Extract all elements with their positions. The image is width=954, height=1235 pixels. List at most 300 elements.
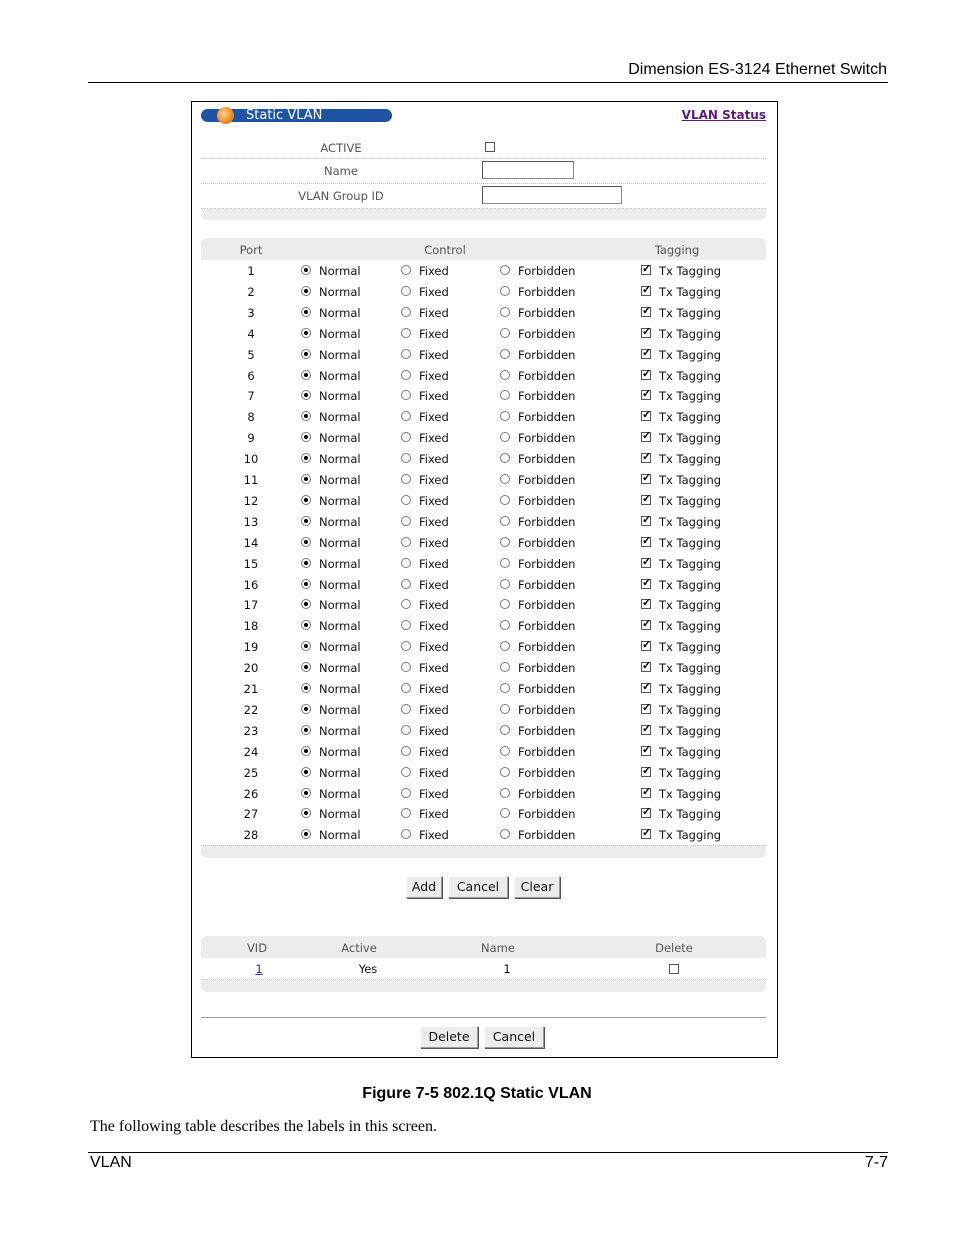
- fixed-label: Fixed: [419, 389, 449, 404]
- fixed-radio[interactable]: [401, 390, 411, 400]
- fixed-label: Fixed: [419, 786, 449, 801]
- port-row: [201, 448, 766, 470]
- bottom-cancel-button[interactable]: Cancel: [484, 1026, 544, 1048]
- tx-tagging-checkbox[interactable]: [641, 620, 651, 630]
- tx-tagging-label: Tx Tagging: [659, 598, 722, 613]
- normal-label: Normal: [319, 807, 361, 822]
- port-row: [201, 427, 766, 449]
- normal-radio[interactable]: [301, 453, 311, 463]
- tx-tagging-label: Tx Tagging: [659, 661, 722, 676]
- forbidden-radio[interactable]: [500, 286, 510, 296]
- fixed-radio[interactable]: [401, 662, 411, 672]
- forbidden-radio[interactable]: [500, 349, 510, 359]
- name-row: [201, 159, 766, 184]
- fixed-label: Fixed: [419, 807, 449, 822]
- normal-label: Normal: [319, 452, 361, 467]
- forbidden-label: Forbidden: [518, 765, 576, 780]
- port-number: 18: [243, 619, 259, 634]
- active-checkbox[interactable]: [485, 142, 495, 152]
- fixed-label: Fixed: [419, 368, 449, 383]
- fixed-radio[interactable]: [401, 725, 411, 735]
- fixed-radio[interactable]: [401, 495, 411, 505]
- tx-tagging-checkbox[interactable]: [641, 788, 651, 798]
- delete-header: Delete: [655, 941, 693, 955]
- port-row: [201, 281, 766, 303]
- tx-tagging-label: Tx Tagging: [659, 807, 722, 822]
- port-row: [201, 365, 766, 387]
- normal-radio[interactable]: [301, 662, 311, 672]
- fixed-radio[interactable]: [401, 453, 411, 463]
- forbidden-label: Forbidden: [518, 514, 576, 529]
- normal-radio[interactable]: [301, 725, 311, 735]
- tx-tagging-checkbox[interactable]: [641, 265, 651, 275]
- port-row: [201, 574, 766, 596]
- normal-radio[interactable]: [301, 286, 311, 296]
- fixed-label: Fixed: [419, 305, 449, 320]
- normal-label: Normal: [319, 535, 361, 550]
- forbidden-label: Forbidden: [518, 535, 576, 550]
- port-number: 6: [247, 368, 255, 383]
- tx-tagging-checkbox[interactable]: [641, 370, 651, 380]
- fixed-radio[interactable]: [401, 579, 411, 589]
- panel-title-bar: [201, 109, 392, 122]
- tx-tagging-label: Tx Tagging: [659, 368, 722, 383]
- tx-tagging-checkbox[interactable]: [641, 495, 651, 505]
- screenshot-frame: [191, 101, 778, 1058]
- forbidden-radio[interactable]: [500, 453, 510, 463]
- fixed-label: Fixed: [419, 577, 449, 592]
- normal-label: Normal: [319, 723, 361, 738]
- tx-tagging-checkbox[interactable]: [641, 662, 651, 672]
- normal-label: Normal: [319, 473, 361, 487]
- forbidden-label: Forbidden: [518, 389, 576, 404]
- normal-radio[interactable]: [301, 599, 311, 609]
- tx-tagging-label: Tx Tagging: [659, 473, 722, 487]
- normal-radio[interactable]: [301, 390, 311, 400]
- normal-label: Normal: [319, 598, 361, 613]
- tx-tagging-checkbox[interactable]: [641, 474, 651, 484]
- port-number: 25: [243, 765, 259, 780]
- forbidden-radio[interactable]: [500, 558, 510, 568]
- forbidden-label: Forbidden: [518, 305, 576, 320]
- fixed-radio[interactable]: [401, 767, 411, 777]
- fixed-label: Fixed: [419, 744, 449, 759]
- port-number: 21: [243, 682, 259, 696]
- tx-tagging-checkbox[interactable]: [641, 537, 651, 547]
- tx-tagging-label: Tx Tagging: [659, 305, 722, 320]
- fixed-label: Fixed: [419, 619, 449, 634]
- forbidden-radio[interactable]: [500, 579, 510, 589]
- tx-tagging-label: Tx Tagging: [659, 535, 722, 550]
- tagging-header: Tagging: [654, 243, 700, 257]
- forbidden-label: Forbidden: [518, 828, 576, 843]
- tx-tagging-label: Tx Tagging: [659, 347, 722, 362]
- port-number: 17: [243, 598, 259, 613]
- tx-tagging-label: Tx Tagging: [659, 723, 722, 738]
- tx-tagging-label: Tx Tagging: [659, 410, 722, 425]
- forbidden-label: Forbidden: [518, 786, 576, 801]
- fixed-radio[interactable]: [401, 829, 411, 839]
- port-row: [201, 553, 766, 575]
- normal-label: Normal: [319, 744, 361, 759]
- clear-button[interactable]: Clear: [514, 876, 560, 898]
- normal-label: Normal: [319, 765, 361, 780]
- normal-label: Normal: [319, 493, 361, 508]
- normal-label: Normal: [319, 326, 361, 341]
- tx-tagging-label: Tx Tagging: [659, 326, 722, 341]
- forbidden-radio[interactable]: [500, 516, 510, 526]
- normal-radio[interactable]: [301, 767, 311, 777]
- normal-radio[interactable]: [301, 620, 311, 630]
- port-row: [201, 636, 766, 658]
- group-id-row: [201, 184, 766, 209]
- port-number: 9: [247, 431, 255, 446]
- active-header: Active: [341, 941, 377, 955]
- normal-label: Normal: [319, 514, 361, 529]
- vid-header: VID: [246, 941, 268, 955]
- forbidden-radio[interactable]: [500, 474, 510, 484]
- fixed-label: Fixed: [419, 640, 449, 655]
- normal-label: Normal: [319, 347, 361, 362]
- fixed-radio[interactable]: [401, 683, 411, 693]
- forbidden-radio[interactable]: [500, 370, 510, 380]
- fixed-label: Fixed: [419, 473, 449, 487]
- fixed-radio[interactable]: [401, 599, 411, 609]
- fixed-label: Fixed: [419, 682, 449, 696]
- normal-radio[interactable]: [301, 829, 311, 839]
- forbidden-label: Forbidden: [518, 431, 576, 446]
- port-number: 27: [243, 807, 259, 822]
- port-row: [201, 323, 766, 345]
- normal-label: Normal: [319, 368, 361, 383]
- tx-tagging-checkbox[interactable]: [641, 558, 651, 568]
- forbidden-label: Forbidden: [518, 556, 576, 571]
- port-row: [201, 657, 766, 679]
- port-row: [201, 260, 766, 282]
- tx-tagging-checkbox[interactable]: [641, 349, 651, 359]
- fixed-radio[interactable]: [401, 474, 411, 484]
- fixed-radio[interactable]: [401, 808, 411, 818]
- normal-label: Normal: [319, 410, 361, 425]
- fixed-label: Fixed: [419, 326, 449, 341]
- tx-tagging-label: Tx Tagging: [659, 765, 722, 780]
- tx-tagging-checkbox[interactable]: [641, 516, 651, 526]
- delete-checkbox[interactable]: [669, 964, 679, 974]
- normal-label: Normal: [319, 577, 361, 592]
- tx-tagging-checkbox[interactable]: [641, 307, 651, 317]
- forbidden-radio[interactable]: [500, 390, 510, 400]
- fixed-radio[interactable]: [401, 516, 411, 526]
- cancel-button[interactable]: Cancel: [448, 876, 508, 898]
- forbidden-radio[interactable]: [500, 704, 510, 714]
- fixed-label: Fixed: [419, 264, 449, 278]
- fixed-radio[interactable]: [401, 307, 411, 317]
- tx-tagging-checkbox[interactable]: [641, 683, 651, 693]
- forbidden-label: Forbidden: [518, 284, 576, 299]
- port-number: 3: [247, 305, 255, 320]
- port-number: 2: [247, 284, 255, 299]
- forbidden-radio[interactable]: [500, 599, 510, 609]
- forbidden-label: Forbidden: [518, 807, 576, 822]
- normal-label: Normal: [319, 640, 361, 655]
- forbidden-radio[interactable]: [500, 328, 510, 338]
- fixed-radio[interactable]: [401, 788, 411, 798]
- name-header: Name: [481, 941, 515, 955]
- normal-radio[interactable]: [301, 516, 311, 526]
- forbidden-radio[interactable]: [500, 641, 510, 651]
- normal-label: Normal: [319, 786, 361, 801]
- fixed-label: Fixed: [419, 661, 449, 676]
- port-number: 5: [247, 347, 255, 362]
- tx-tagging-label: Tx Tagging: [659, 493, 722, 508]
- vlan-active-value: Yes: [358, 962, 378, 976]
- tx-tagging-checkbox[interactable]: [641, 808, 651, 818]
- fixed-radio[interactable]: [401, 620, 411, 630]
- forbidden-label: Forbidden: [518, 577, 576, 592]
- forbidden-label: Forbidden: [518, 473, 576, 487]
- port-row: [201, 803, 766, 825]
- fixed-radio[interactable]: [401, 411, 411, 421]
- port-number: 16: [243, 577, 259, 592]
- port-number: 15: [243, 556, 259, 571]
- body-paragraph: The following table describes the labels in this screen.: [90, 1118, 438, 1135]
- normal-label: Normal: [319, 619, 361, 634]
- page-header-title: Dimension ES-3124 Ethernet Switch: [628, 61, 887, 78]
- forbidden-label: Forbidden: [518, 493, 576, 508]
- normal-label: Normal: [319, 682, 361, 696]
- normal-radio[interactable]: [301, 704, 311, 714]
- port-row: [201, 720, 766, 742]
- tx-tagging-label: Tx Tagging: [659, 431, 722, 446]
- fixed-radio[interactable]: [401, 265, 411, 275]
- tx-tagging-label: Tx Tagging: [659, 702, 722, 717]
- forbidden-radio[interactable]: [500, 767, 510, 777]
- forbidden-label: Forbidden: [518, 410, 576, 425]
- tx-tagging-label: Tx Tagging: [659, 786, 722, 801]
- forbidden-label: Forbidden: [518, 619, 576, 634]
- normal-radio[interactable]: [301, 746, 311, 756]
- port-number: 4: [247, 326, 255, 341]
- port-row: [201, 741, 766, 763]
- port-number: 26: [243, 786, 259, 801]
- tx-tagging-checkbox[interactable]: [641, 725, 651, 735]
- tx-tagging-label: Tx Tagging: [659, 284, 722, 299]
- forbidden-radio[interactable]: [500, 620, 510, 630]
- tx-tagging-checkbox[interactable]: [641, 829, 651, 839]
- tx-tagging-label: Tx Tagging: [659, 556, 722, 571]
- forbidden-label: Forbidden: [518, 264, 576, 278]
- normal-radio[interactable]: [301, 411, 311, 421]
- fixed-label: Fixed: [419, 598, 449, 613]
- vid-link[interactable]: 1: [255, 962, 263, 976]
- port-number: 1: [247, 264, 255, 278]
- port-row: [201, 490, 766, 512]
- tx-tagging-checkbox[interactable]: [641, 286, 651, 296]
- name-label: Name: [324, 164, 358, 178]
- port-row: [201, 469, 766, 491]
- fixed-radio[interactable]: [401, 432, 411, 442]
- fixed-label: Fixed: [419, 765, 449, 780]
- normal-label: Normal: [319, 661, 361, 676]
- group-id-label: VLAN Group ID: [298, 189, 384, 203]
- forbidden-radio[interactable]: [500, 265, 510, 275]
- fixed-label: Fixed: [419, 452, 449, 467]
- normal-label: Normal: [319, 284, 361, 299]
- fixed-label: Fixed: [419, 284, 449, 299]
- normal-radio[interactable]: [301, 683, 311, 693]
- normal-radio[interactable]: [301, 349, 311, 359]
- delete-button[interactable]: Delete: [420, 1026, 478, 1048]
- port-row: [201, 385, 766, 407]
- normal-radio[interactable]: [301, 307, 311, 317]
- control-header: Control: [424, 243, 466, 257]
- forbidden-label: Forbidden: [518, 723, 576, 738]
- normal-label: Normal: [319, 305, 361, 320]
- normal-radio[interactable]: [301, 788, 311, 798]
- vlan-name-value: 1: [503, 962, 511, 976]
- normal-radio[interactable]: [301, 432, 311, 442]
- normal-label: Normal: [319, 828, 361, 843]
- fixed-label: Fixed: [419, 556, 449, 571]
- port-row: [201, 532, 766, 554]
- tx-tagging-label: Tx Tagging: [659, 744, 722, 759]
- normal-label: Normal: [319, 264, 361, 278]
- forbidden-label: Forbidden: [518, 347, 576, 362]
- normal-radio[interactable]: [301, 579, 311, 589]
- tx-tagging-label: Tx Tagging: [659, 640, 722, 655]
- port-number: 19: [243, 640, 259, 655]
- normal-label: Normal: [319, 556, 361, 571]
- fixed-label: Fixed: [419, 702, 449, 717]
- normal-radio[interactable]: [301, 328, 311, 338]
- fixed-label: Fixed: [419, 723, 449, 738]
- forbidden-label: Forbidden: [518, 598, 576, 613]
- tx-tagging-label: Tx Tagging: [659, 452, 722, 467]
- fixed-label: Fixed: [419, 828, 449, 843]
- header-rule: [88, 82, 888, 83]
- forbidden-label: Forbidden: [518, 702, 576, 717]
- port-row: [201, 783, 766, 805]
- forbidden-radio[interactable]: [500, 432, 510, 442]
- port-number: 14: [243, 535, 259, 550]
- tx-tagging-checkbox[interactable]: [641, 328, 651, 338]
- footer-rule: [88, 1152, 888, 1153]
- forbidden-radio[interactable]: [500, 746, 510, 756]
- normal-radio[interactable]: [301, 370, 311, 380]
- port-row: [201, 302, 766, 324]
- normal-label: Normal: [319, 389, 361, 404]
- tx-tagging-checkbox[interactable]: [641, 411, 651, 421]
- fixed-radio[interactable]: [401, 328, 411, 338]
- forbidden-label: Forbidden: [518, 682, 576, 696]
- forbidden-radio[interactable]: [500, 683, 510, 693]
- forbidden-radio[interactable]: [500, 829, 510, 839]
- tx-tagging-checkbox[interactable]: [641, 390, 651, 400]
- footer-section: VLAN: [90, 1154, 132, 1171]
- active-row: [201, 136, 766, 159]
- normal-radio[interactable]: [301, 641, 311, 651]
- normal-radio[interactable]: [301, 537, 311, 547]
- tx-tagging-label: Tx Tagging: [659, 828, 722, 843]
- tx-tagging-checkbox[interactable]: [641, 599, 651, 609]
- tx-tagging-checkbox[interactable]: [641, 704, 651, 714]
- forbidden-label: Forbidden: [518, 368, 576, 383]
- normal-radio[interactable]: [301, 558, 311, 568]
- port-row: [201, 406, 766, 428]
- forbidden-radio[interactable]: [500, 537, 510, 547]
- footer-page-number: 7-7: [864, 1154, 888, 1171]
- tx-tagging-checkbox[interactable]: [641, 432, 651, 442]
- forbidden-radio[interactable]: [500, 808, 510, 818]
- fixed-radio[interactable]: [401, 370, 411, 380]
- fixed-radio[interactable]: [401, 746, 411, 756]
- port-number: 11: [243, 473, 259, 487]
- vlan-status-link[interactable]: VLAN Status: [681, 108, 766, 122]
- fixed-label: Fixed: [419, 493, 449, 508]
- add-button[interactable]: Add: [406, 876, 442, 898]
- normal-radio[interactable]: [301, 808, 311, 818]
- fixed-label: Fixed: [419, 347, 449, 362]
- forbidden-label: Forbidden: [518, 452, 576, 467]
- fixed-radio[interactable]: [401, 704, 411, 714]
- forbidden-radio[interactable]: [500, 307, 510, 317]
- forbidden-radio[interactable]: [500, 495, 510, 505]
- fixed-radio[interactable]: [401, 286, 411, 296]
- fixed-radio[interactable]: [401, 558, 411, 568]
- tx-tagging-checkbox[interactable]: [641, 579, 651, 589]
- port-number: 13: [243, 514, 259, 529]
- panel-title: Static VLAN: [246, 108, 323, 123]
- fixed-radio[interactable]: [401, 349, 411, 359]
- tx-tagging-checkbox[interactable]: [641, 453, 651, 463]
- forbidden-radio[interactable]: [500, 411, 510, 421]
- port-row: [201, 762, 766, 784]
- forbidden-radio[interactable]: [500, 788, 510, 798]
- port-number: 20: [243, 661, 259, 676]
- normal-radio[interactable]: [301, 265, 311, 275]
- port-row: [201, 615, 766, 637]
- forbidden-radio[interactable]: [500, 725, 510, 735]
- fixed-label: Fixed: [419, 410, 449, 425]
- tx-tagging-label: Tx Tagging: [659, 264, 722, 278]
- tx-tagging-label: Tx Tagging: [659, 619, 722, 634]
- tx-tagging-checkbox[interactable]: [641, 746, 651, 756]
- tx-tagging-checkbox[interactable]: [641, 641, 651, 651]
- port-number: 23: [243, 723, 259, 738]
- tx-tagging-checkbox[interactable]: [641, 767, 651, 777]
- fixed-radio[interactable]: [401, 537, 411, 547]
- normal-label: Normal: [319, 702, 361, 717]
- forbidden-radio[interactable]: [500, 662, 510, 672]
- forbidden-label: Forbidden: [518, 640, 576, 655]
- figure-caption: Figure 7-5 802.1Q Static VLAN: [362, 1085, 592, 1102]
- fixed-radio[interactable]: [401, 641, 411, 651]
- forbidden-label: Forbidden: [518, 661, 576, 676]
- group-id-input[interactable]: [482, 186, 622, 204]
- vlan-table-row: [201, 958, 766, 980]
- normal-radio[interactable]: [301, 495, 311, 505]
- port-number: 28: [243, 828, 259, 843]
- port-row: [201, 699, 766, 721]
- port-number: 7: [247, 389, 255, 404]
- forbidden-label: Forbidden: [518, 326, 576, 341]
- normal-radio[interactable]: [301, 474, 311, 484]
- name-input[interactable]: [482, 161, 574, 179]
- fixed-label: Fixed: [419, 514, 449, 529]
- port-number: 24: [243, 744, 259, 759]
- forbidden-label: Forbidden: [518, 744, 576, 759]
- port-number: 10: [243, 452, 259, 467]
